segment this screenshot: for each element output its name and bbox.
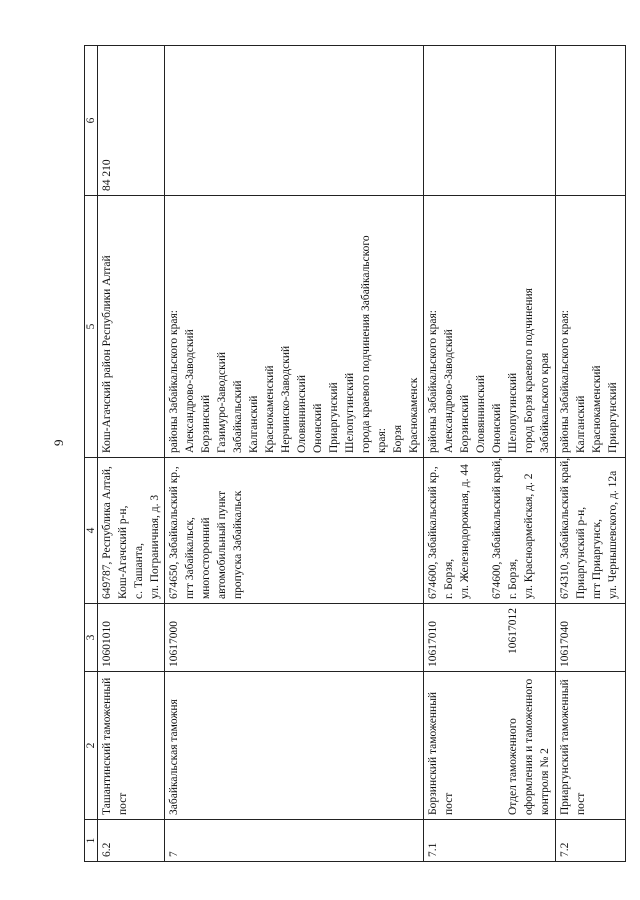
header-col-1: 1: [85, 820, 98, 862]
customs-name: Приаргунский таможенный пост: [556, 672, 626, 820]
text-line: пгт Приаргунск,: [591, 518, 603, 599]
text-line: Ононский: [312, 403, 324, 453]
customs-code-sub: 10617012: [507, 608, 519, 654]
customs-name: Забайкальская таможня: [165, 672, 424, 820]
customs-address: [165, 458, 424, 604]
text-line: районы Забайкальского края:: [427, 310, 439, 453]
rotated-page-content: [84, 46, 619, 862]
col6-value: [556, 46, 626, 196]
text-line: Александрово-Заводский: [443, 329, 455, 453]
customs-code: 10617040: [556, 604, 626, 672]
text-line: города краевого подчинения Забайкальского: [360, 235, 372, 453]
text-line: Шелопугинский: [507, 372, 519, 453]
text-line: районы Забайкальского края:: [559, 310, 571, 453]
text-line: Оловяннинский: [475, 375, 487, 453]
header-col-2: 2: [85, 672, 98, 820]
text-line: Калганский: [248, 395, 260, 453]
text-line: Краснокаменский: [591, 365, 603, 453]
header-row: [85, 46, 98, 862]
text-line: с. Ташанта,: [133, 543, 145, 599]
text-line: Краснокаменск: [408, 377, 420, 453]
text-line: Калганский: [575, 395, 587, 453]
text-line: Приаргунский: [607, 382, 619, 453]
text-line: Нерчинско-Заводский: [280, 345, 292, 453]
text-line: город Борзя краевого подчинения: [523, 288, 535, 453]
text-line: Газимуро-Заводский: [216, 351, 228, 453]
text-line: ул. Пограничная, д. 3: [149, 494, 161, 599]
text-line: автомобильный пункт: [216, 490, 228, 599]
customs-name-sub: Отдел таможенного оформления и таможенного контроля № 2: [507, 678, 551, 815]
col6-value: [424, 46, 556, 196]
text-line: Борзя: [392, 424, 404, 453]
customs-address: [424, 458, 556, 604]
customs-address-main: [425, 462, 473, 599]
customs-code: [424, 604, 556, 672]
service-area: [98, 196, 165, 458]
text-line: многосторонний: [200, 517, 212, 599]
customs-address: [556, 458, 626, 604]
table-row: [556, 46, 626, 862]
table-row: [98, 46, 165, 862]
spacer: [473, 462, 489, 599]
customs-name: [424, 672, 556, 820]
service-area: [424, 196, 556, 458]
service-area: [556, 196, 626, 458]
text-line: ул. Железнодорожная, д. 44: [459, 464, 471, 599]
text-line: 674600, Забайкальский край,: [491, 457, 503, 599]
text-line: Борзинский: [200, 394, 212, 453]
text-line: 674650, Забайкальский кр.,: [168, 466, 180, 599]
customs-table: [84, 45, 626, 862]
table-row: [165, 46, 424, 862]
text-line: Шелопугинский: [344, 372, 356, 453]
text-line: Забайкальский: [232, 380, 244, 453]
header-col-4: 4: [85, 458, 98, 604]
row-number: 7: [165, 820, 424, 862]
customs-address: [98, 458, 165, 604]
text-line: Борзинский: [459, 394, 471, 453]
row-number: 7.2: [556, 820, 626, 862]
service-area: [165, 196, 424, 458]
text-line: ул. Красноармейская, д. 2: [523, 473, 535, 599]
text-line: Александрово-Заводский: [184, 329, 196, 453]
text-line: Приаргунский: [328, 382, 340, 453]
spacer: [457, 676, 505, 815]
text-line: районы Забайкальского края:: [168, 310, 180, 453]
customs-name-main: Борзинский таможенный пост: [427, 691, 455, 815]
text-line: пропуска Забайкальск: [232, 490, 244, 599]
text-line: 674600, Забайкальский кр.,: [427, 466, 439, 599]
text-line: ул. Чернышевского, д. 12а: [607, 470, 619, 599]
text-line: 649787, Республика Алтай,: [101, 466, 113, 599]
row-number: 6.2: [98, 820, 165, 862]
text-line: г. Борзя,: [443, 558, 455, 599]
text-line: пгт Забайкальск,: [184, 517, 196, 599]
page-number: 9: [51, 439, 66, 446]
text-line: 674310, Забайкальский край,: [559, 457, 571, 599]
col6-value: 84 210: [98, 46, 165, 196]
table-row: [424, 46, 556, 862]
text-line: Кош-Агачский р-н,: [117, 505, 129, 599]
header-col-3: 3: [85, 604, 98, 672]
customs-code: 10617000: [165, 604, 424, 672]
col6-value: [165, 46, 424, 196]
text-line: г. Борзя,: [507, 558, 519, 599]
customs-code: 10601010: [98, 604, 165, 672]
text-line: Кош-Агачский район Республики Алтай: [101, 255, 113, 453]
customs-name: Ташантинский таможенный пост: [98, 672, 165, 820]
header-col-5: 5: [85, 196, 98, 458]
customs-code-main: 10617010: [427, 621, 439, 667]
row-number: 7.1: [424, 820, 556, 862]
customs-address-sub: [489, 457, 537, 599]
text-line: Приаргунский р-н,: [575, 506, 587, 599]
text-line: Краснокаменский: [264, 365, 276, 453]
spacer: [441, 608, 505, 667]
text-line: края:: [376, 428, 388, 453]
text-line: Забайкальского края: [539, 352, 551, 453]
header-col-6: 6: [85, 46, 98, 196]
text-line: Оловяннинский: [296, 375, 308, 453]
text-line: Ононский: [491, 403, 503, 453]
